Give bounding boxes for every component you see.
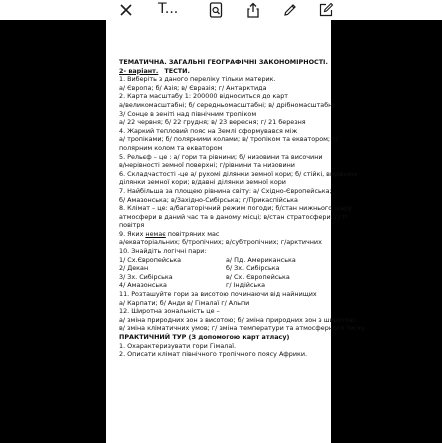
text-line: 12. Широтна зональність це – <box>119 307 220 316</box>
pair-row <box>119 264 331 273</box>
text-line: повітря <box>119 221 145 230</box>
variant-title: ТЕСТИ. <box>164 66 190 75</box>
text-line: атмосфери в даний час та в даному місці; в/стан стратосфери; г/ tº <box>119 212 348 221</box>
share-icon[interactable] <box>243 0 263 20</box>
document-title[interactable]: T... <box>158 1 179 17</box>
text-line: ділянки земної кори; в/давні ділянки земної кори <box>119 178 286 187</box>
text-line: в/ зміна кліматичних умов; г/ зміна температури та атмосферного тиску <box>119 324 366 333</box>
text-line: 1. Виберіть з даного переліку тільки материк. <box>119 75 276 84</box>
pair-row <box>119 256 331 265</box>
question-10: 10. Знайдіть логічні пари: <box>119 247 207 256</box>
text-line: а/ зміна природних зон з висотою; б/ зміна природних зон з широтою; <box>119 315 357 324</box>
edit-icon[interactable] <box>316 0 336 20</box>
pair-row <box>119 281 331 290</box>
text-line: 4. Жаркий тепловий пояс на Землі сформувався між <box>119 126 298 135</box>
text-line: 7. Найбільша за площею рівнина світу: а/ Східно-Європейська; <box>119 186 332 195</box>
question-9 <box>119 230 331 239</box>
pair-left: 4/ Амазонська <box>119 281 167 290</box>
pair-left: 3/ Зх. Сибірська <box>119 272 173 281</box>
document-heading: ТЕМАТИЧНА. ЗАГАЛЬНІ ГЕОГРАФІЧНІ ЗАКОНОМІРНОСТІ. <box>119 58 328 66</box>
text-line: а/ тропіками; б/ полярними колами; в/ тропіком та екватором; г/ <box>119 135 338 144</box>
text-line: полярним колом та екватором <box>119 143 223 152</box>
pair-right: а/ Пд. Американська <box>226 255 296 264</box>
pair-right: в/ Сх. Європейська <box>226 272 290 281</box>
document-text <box>119 58 366 359</box>
text-line: 11. Розташуйте гори за висотою починаючи від найнищих <box>119 290 317 299</box>
pair-row <box>119 273 331 282</box>
search-doc-icon[interactable] <box>206 0 226 20</box>
document-page[interactable] <box>106 20 366 443</box>
document-sheet <box>106 20 366 443</box>
text-line: в/нерівності земної поверхні; г/рівнини та низовини <box>119 161 295 170</box>
text-line: 3/ Сонце в зеніті над північним тропіком <box>119 109 257 118</box>
pair-right: г/ Індійська <box>226 281 266 290</box>
text-line: 5. Рельєф – це : а/ гори та рівнини; б/ низовини та височини <box>119 152 323 161</box>
text-line: а/великомасштабні; б/ середньомасштабні; в/ дрібномасштабні <box>119 100 335 109</box>
text-line: б/ Амазонська; в/Західно-Сибірська; г/Прикаспійська <box>119 195 298 204</box>
practical-task: 1. Охарактеризувати гори Гімалаї. <box>119 341 237 350</box>
variant-line <box>119 67 331 76</box>
pair-left: 2/ Декан <box>119 264 149 273</box>
text-line: а/ 22 червня; б/ 22 грудня; в/ 23 вересня; г/ 21 березня <box>119 118 306 127</box>
text-line: 8. Клімат – це: а/багаторічний режим погоди; б/стан нижнього шару <box>119 204 352 213</box>
close-icon[interactable] <box>116 0 136 20</box>
q9-suffix: повітряних мас <box>165 229 220 238</box>
pair-right: б/ Зх. Сибірська <box>226 264 280 273</box>
practical-task: 2. Описати клімат північного тропічного поясу Африки. <box>119 350 308 359</box>
text-line: 2. Карта масштабу 1: 200000 відноситься до карт <box>119 92 288 101</box>
viewer-toolbar <box>0 0 442 20</box>
pen-icon[interactable] <box>280 0 300 20</box>
q9-prefix: 9. Яких <box>119 229 146 238</box>
text-line: а/екваторіальних; б/тропічних; в/субтропічних; г/арктичних <box>119 238 322 247</box>
q9-underlined: немає <box>145 229 166 238</box>
variant-label: 2- варіант. <box>119 66 159 75</box>
pair-left: 1/ Сх.Європейська <box>119 255 182 264</box>
text-line: 6. Складчастості -це а/ рухомі ділянки земної кори; б/ стійкі, вирівняні <box>119 169 358 178</box>
text-line: а/ Карпати; б/ Анди в/ Гімалаї г/ Альпи <box>119 298 250 307</box>
text-line: а/ Європа; б/ Азія; в/ Євразія; г/ Антарктида <box>119 83 267 92</box>
practical-title: ПРАКТИЧНИЙ ТУР (З допомогою карт атласу) <box>119 333 290 341</box>
